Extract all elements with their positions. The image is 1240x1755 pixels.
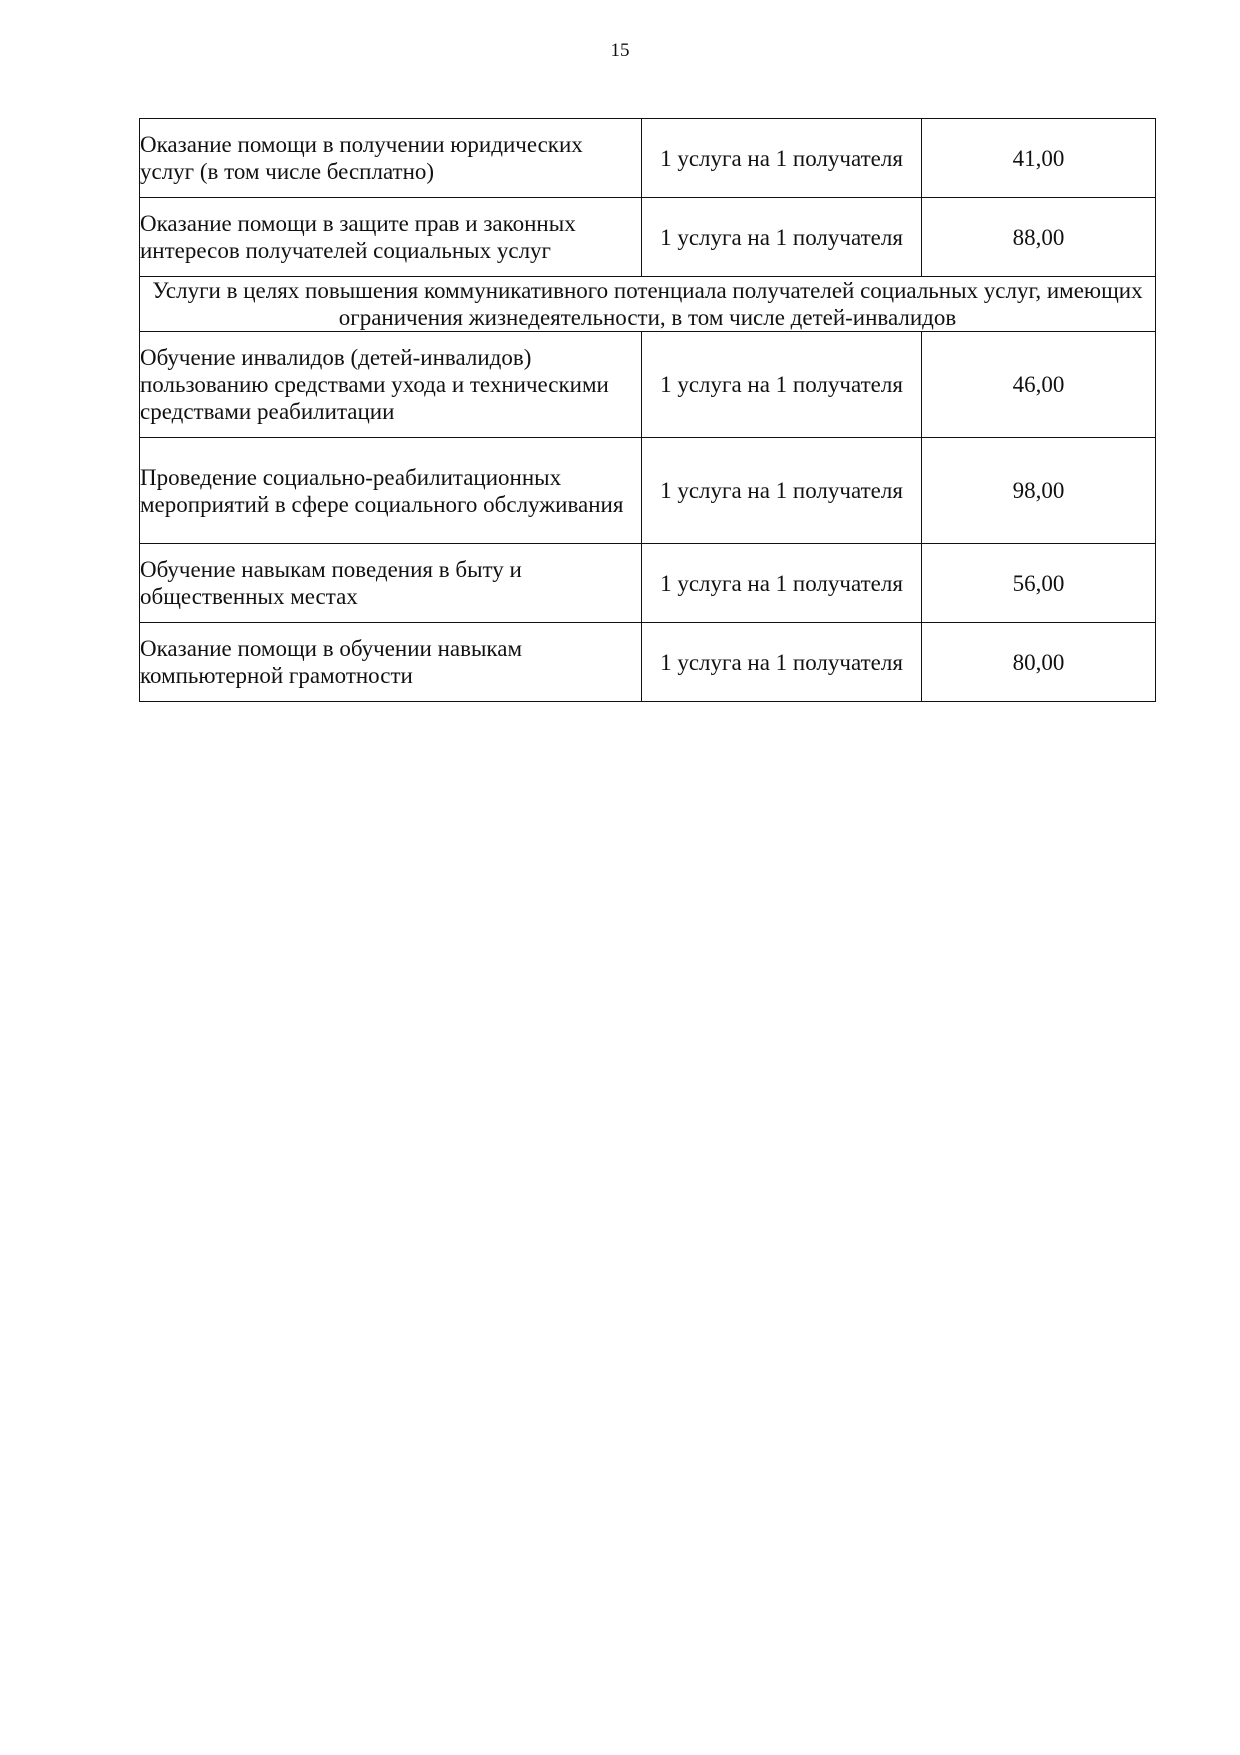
service-unit: 1 услуга на 1 получателя xyxy=(642,198,922,277)
service-price: 88,00 xyxy=(922,198,1156,277)
service-price: 56,00 xyxy=(922,544,1156,623)
service-name: Оказание помощи в защите прав и законных интересов получателей социальных услуг xyxy=(140,198,642,277)
table-row xyxy=(140,119,1156,198)
service-name: Обучение навыкам поведения в быту и общественных местах xyxy=(140,544,642,623)
service-name: Проведение социально-реабилитационных мероприятий в сфере социального обслуживания xyxy=(140,438,642,544)
service-price: 80,00 xyxy=(922,623,1156,702)
service-unit: 1 услуга на 1 получателя xyxy=(642,332,922,438)
service-price: 41,00 xyxy=(922,119,1156,198)
section-heading-row xyxy=(140,277,1156,332)
service-price: 46,00 xyxy=(922,332,1156,438)
service-unit: 1 услуга на 1 получателя xyxy=(642,544,922,623)
table-row xyxy=(140,198,1156,277)
service-name: Обучение инвалидов (детей-инвалидов) пользованию средствами ухода и техническими средствами реабилитации xyxy=(140,332,642,438)
service-name: Оказание помощи в получении юридических услуг (в том числе бесплатно) xyxy=(140,119,642,198)
service-price: 98,00 xyxy=(922,438,1156,544)
service-unit: 1 услуга на 1 получателя xyxy=(642,623,922,702)
table-row xyxy=(140,623,1156,702)
section-heading: Услуги в целях повышения коммуникативного потенциала получателей социальных услуг, имеющих ограничения жизнедеятельности, в том числе детей-инвалидов xyxy=(140,277,1156,332)
service-unit: 1 услуга на 1 получателя xyxy=(642,119,922,198)
table-row xyxy=(140,438,1156,544)
service-name: Оказание помощи в обучении навыкам компьютерной грамотности xyxy=(140,623,642,702)
table-row xyxy=(140,544,1156,623)
page-number: 15 xyxy=(610,40,630,61)
table-row xyxy=(140,332,1156,438)
service-unit: 1 услуга на 1 получателя xyxy=(642,438,922,544)
services-table xyxy=(139,118,1156,702)
